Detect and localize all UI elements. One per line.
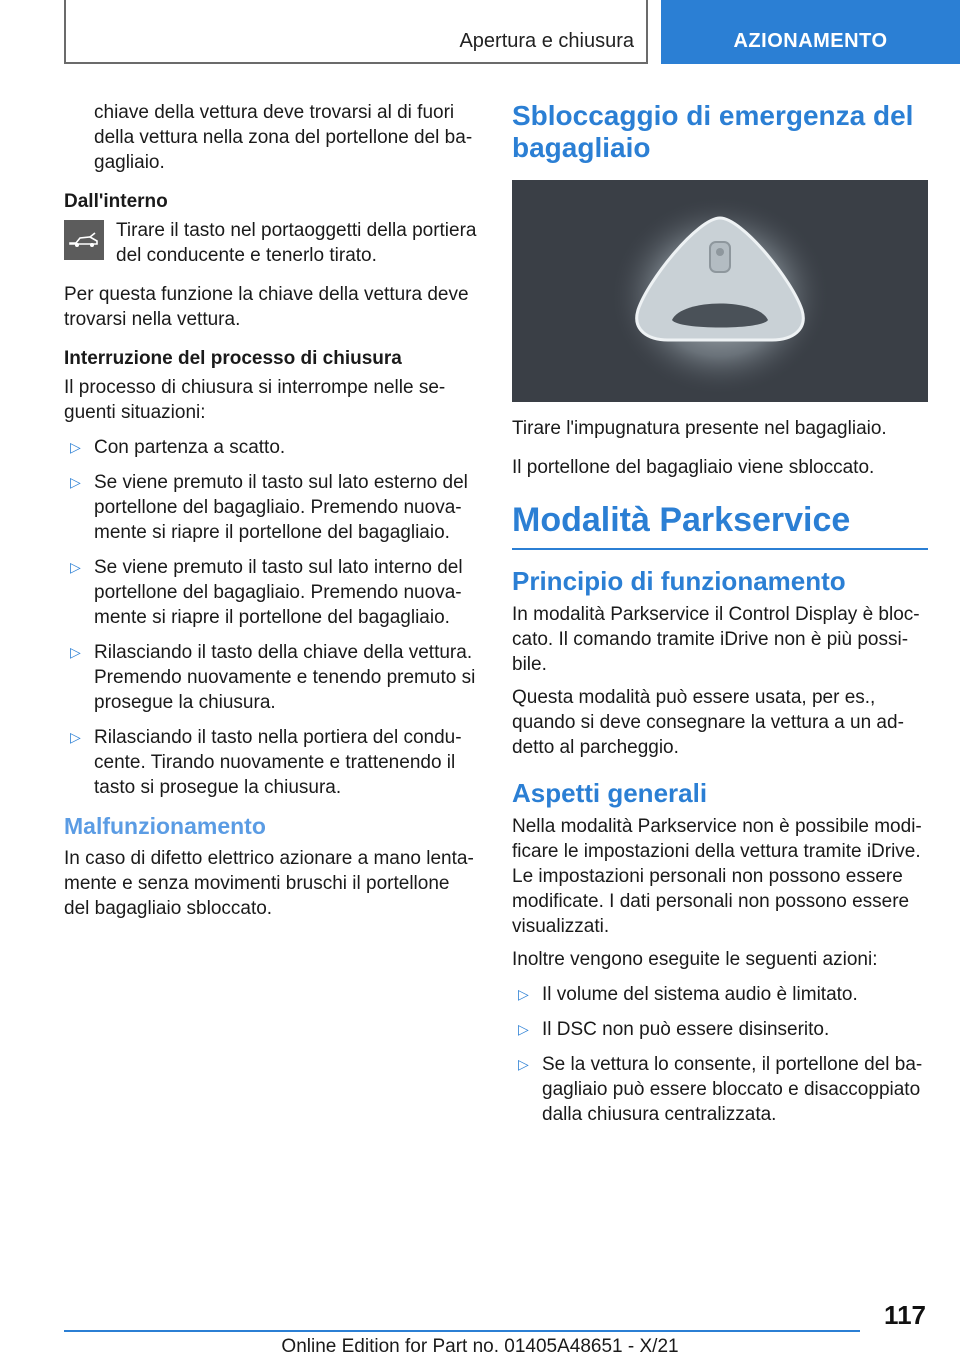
- chapter-title: AZIONAMENTO: [733, 30, 888, 52]
- inside-instruction: [64, 218, 480, 268]
- interrupt-heading: Interruzione del processo di chiusura: [64, 348, 402, 369]
- continued-text: chiave della vettura deve trovarsi al di fuori della vettura nella zona del portellone del bagagliaio.: [94, 102, 473, 173]
- malfunction-text: In caso di difetto elettrico azionare a mano lentamente e senza movimenti bruschi il portellone del bagagliaio sbloccato.: [64, 848, 474, 919]
- list-item: [512, 1017, 928, 1042]
- principle-text-2: Questa modalità può essere usata, per es., quando si deve consegnare la vettura a un addetto al parcheggio.: [512, 687, 904, 758]
- list-item: [512, 1052, 928, 1127]
- list-item-text: Rilasciando il tasto nella portiera del conducente. Tirando nuovamente e trattenendo il tasto si prosegue la chiusura.: [94, 727, 462, 798]
- car-trunk-icon: [64, 220, 104, 260]
- general-text-2: Inoltre vengono eseguite le seguenti azioni:: [512, 949, 878, 970]
- general-list: [512, 982, 928, 1127]
- key-text: Per questa funzione la chiave della vettura deve trovarsi nella vettura.: [64, 284, 469, 330]
- general-text-1: Nella modalità Parkservice non è possibile modificare le impostazioni della vettura tramite iDrive. Le impostazioni personali non possono essere modificate. I dati personali non possono essere visualizzati.: [512, 816, 922, 937]
- figure-caption-1: Tirare l'impugnatura presente nel bagagliaio.: [512, 418, 887, 439]
- footer-edition: Online Edition for Part no. 01405A48651 - X/21: [281, 1336, 679, 1357]
- list-item: [512, 982, 928, 1007]
- bullet-triangle-icon: ▷: [518, 986, 529, 1002]
- general-heading: Aspetti generali: [512, 778, 708, 808]
- section-title: Apertura e chiusura: [459, 30, 634, 52]
- left-column: [64, 100, 480, 935]
- header-section-box: [64, 0, 648, 64]
- list-item-text: Se la vettura lo consente, il portellone del bagagliaio può essere bloccato e disaccoppiato dalla chiusura centralizzata.: [542, 1054, 923, 1125]
- malfunction-heading: Malfunzionamento: [64, 813, 266, 839]
- header-chapter-box: [661, 0, 960, 64]
- list-item: [64, 640, 480, 715]
- bullet-triangle-icon: ▷: [518, 1056, 529, 1072]
- inside-heading: Dall'interno: [64, 191, 168, 212]
- list-item-text: Se viene premuto il tasto sul lato esterno del portellone del bagagliaio. Premendo nuovamente si riapre il portellone del bagagliaio.: [94, 472, 468, 543]
- bullet-triangle-icon: ▷: [70, 729, 81, 745]
- list-item: [64, 470, 480, 545]
- footer-divider: [64, 1330, 860, 1332]
- page-number: 117: [884, 1300, 926, 1330]
- trunk-release-handle-image: [512, 180, 928, 402]
- figure-caption-2: Il portellone del bagagliaio viene sbloccato.: [512, 457, 875, 478]
- principle-text-1: In modalità Parkservice il Control Display è bloccato. Il comando tramite iDrive non è più possibile.: [512, 604, 920, 675]
- bullet-triangle-icon: ▷: [70, 439, 81, 455]
- right-column: [512, 100, 928, 1139]
- inside-text: Tirare il tasto nel portaoggetti della portiera del conducente e tenerlo tirato.: [116, 220, 477, 266]
- bullet-triangle-icon: ▷: [70, 644, 81, 660]
- list-item-text: Con partenza a scatto.: [94, 437, 286, 458]
- interrupt-intro: Il processo di chiusura si interrompe nelle seguenti situazioni:: [64, 377, 446, 423]
- list-item-text: Se viene premuto il tasto sul lato interno del portellone del bagagliaio. Premendo nuovamente si riapre il portellone del bagagliaio.: [94, 557, 463, 628]
- principle-heading: Principio di funzionamento: [512, 566, 846, 596]
- list-item: [64, 725, 480, 800]
- parkservice-heading: Modalità Parkservice: [512, 500, 928, 550]
- bullet-triangle-icon: ▷: [70, 559, 81, 575]
- emergency-heading: Sbloccaggio di emergenza del bagagliaio: [512, 100, 914, 163]
- list-item: [64, 435, 480, 460]
- interrupt-list: [64, 435, 480, 800]
- list-item-text: Il DSC non può essere disinserito.: [542, 1019, 830, 1040]
- list-item: [64, 555, 480, 630]
- list-item-text: Il volume del sistema audio è limitato.: [542, 984, 858, 1005]
- bullet-triangle-icon: ▷: [70, 474, 81, 490]
- bullet-triangle-icon: ▷: [518, 1021, 529, 1037]
- list-item-text: Rilasciando il tasto della chiave della vettura. Premendo nuovamente e tenendo premuto si prosegue la chiusura.: [94, 642, 476, 713]
